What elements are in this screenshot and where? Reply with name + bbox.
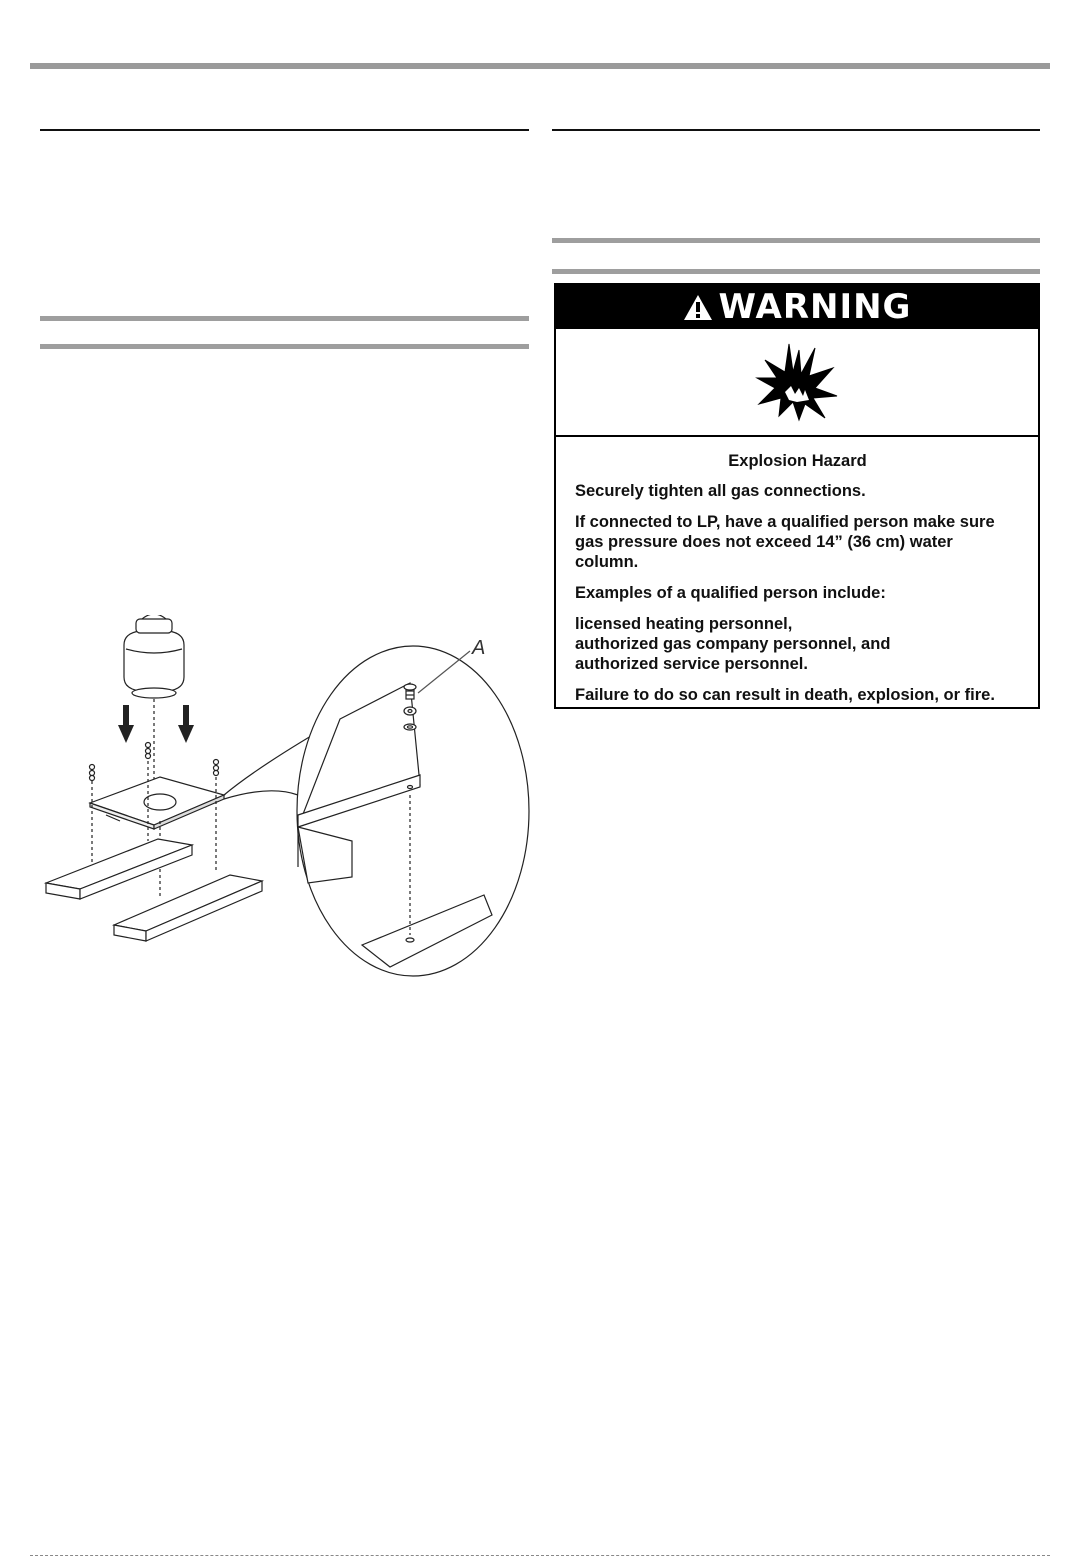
warning-box [554, 283, 1040, 709]
detail-circle [297, 646, 529, 976]
warning-line-personnel [575, 614, 1020, 674]
lp-tank-mounting-illustration [40, 615, 530, 980]
callout-label-a: A [472, 637, 486, 659]
explosion-icon [755, 342, 839, 422]
warning-line-examples: Examples of a qualified person include: [575, 584, 886, 602]
left-section-divider-lower [40, 344, 529, 349]
wood-supports [46, 839, 262, 941]
footer-dashed-line [30, 1555, 1050, 1556]
warning-line-failure: Failure to do so can result in death, explosion, or fire. [575, 686, 995, 704]
personnel-3: authorized service personnel. [575, 655, 808, 673]
personnel-1: licensed heating personnel, [575, 615, 793, 633]
warning-text [556, 437, 1038, 705]
warning-triangle-icon [683, 294, 713, 321]
warning-symbol-area [556, 329, 1038, 437]
warning-line-tighten: Securely tighten all gas connections. [575, 482, 866, 500]
warning-line-lp [575, 512, 1020, 572]
lp-tank [124, 615, 184, 698]
warning-header [556, 285, 1038, 329]
mounting-plate [90, 777, 224, 829]
top-rule [30, 63, 1050, 69]
warning-line-lp-3: column. [575, 553, 639, 571]
hazard-title: Explosion Hazard [728, 452, 867, 470]
left-section-rule [40, 129, 529, 131]
left-section-divider-upper [40, 316, 529, 321]
warning-title: WARNING [718, 287, 912, 327]
down-arrows [118, 705, 194, 743]
personnel-2: authorized gas company personnel, and [575, 635, 891, 653]
right-section-divider-lower [552, 269, 1040, 274]
right-section-rule [552, 129, 1040, 131]
warning-line-lp-1: If connected to LP, have a qualified person make sure [575, 513, 995, 531]
warning-line-lp-2: gas pressure does not exceed 14” (36 cm) water [575, 533, 953, 551]
right-section-divider-upper [552, 238, 1040, 243]
